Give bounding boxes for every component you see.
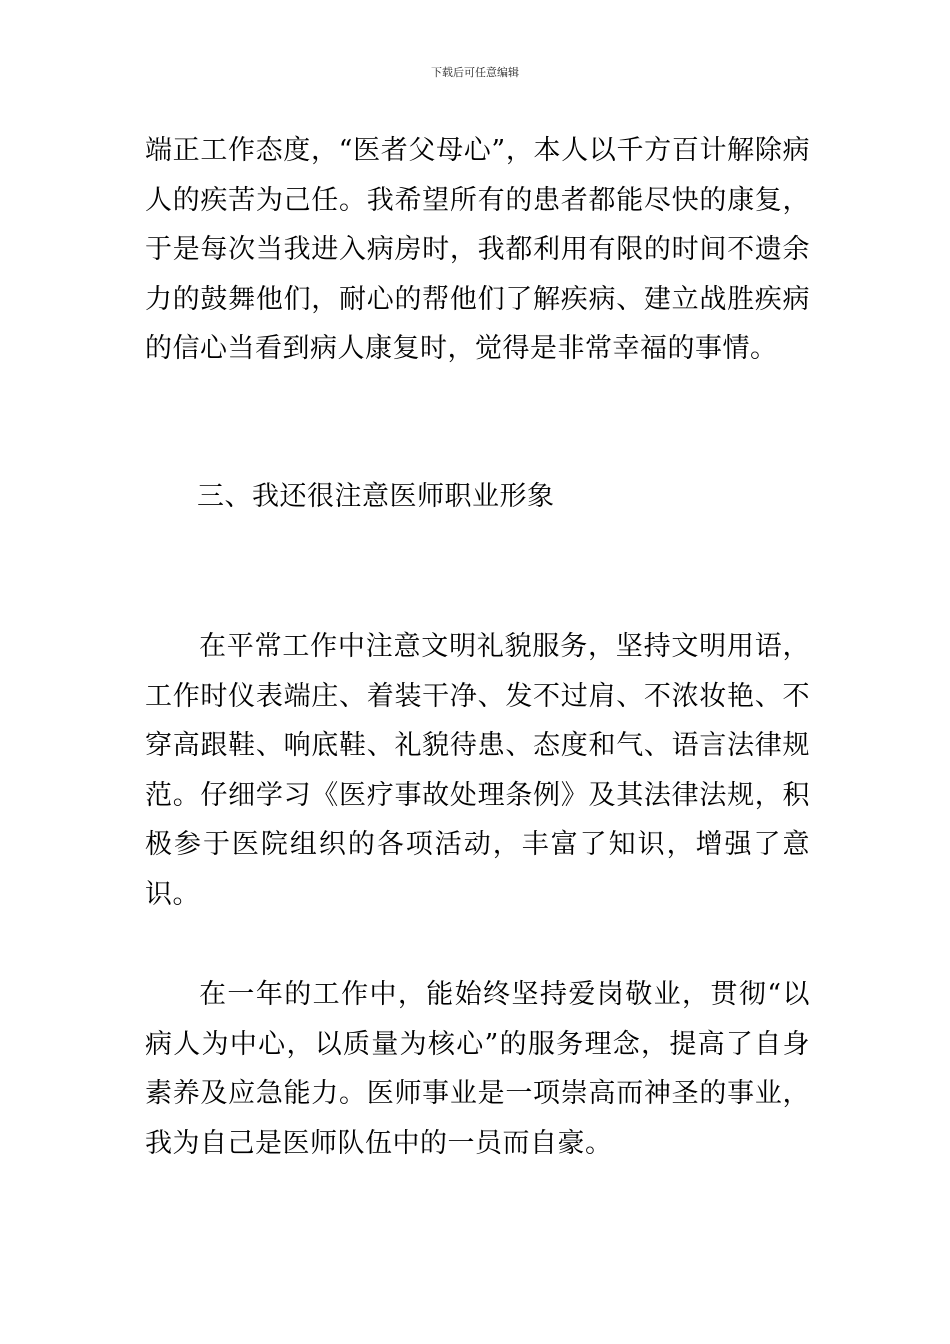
section-heading: 三、我还很注意医师职业形象	[197, 481, 555, 512]
paragraph-professional-image: 在平常工作中注意文明礼貌服务，坚持文明用语，工作时仪表端庄、着装干净、发不过肩、不浓妆艳、不穿高跟鞋、响底鞋、礼貌待患、态度和气、语言法律规范。仔细学习《医疗事故处理条例》及其法律法规，积极参于医院组织的各项活动，丰富了知识，增强了意识。	[145, 631, 810, 910]
header-note: 下载后可任意编辑	[431, 66, 519, 79]
paragraph-continuation: 端正工作态度，“医者父母心”，本人以千方百计解除病人的疾苦为己任。我希望所有的患者都能尽快的康复，于是每次当我进入病房时，我都利用有限的时间不遗余力的鼓舞他们，耐心的帮他们了解疾病、建立战胜疾病的信心当看到病人康复时，觉得是非常幸福的事情。	[145, 135, 810, 364]
paragraph-conclusion: 在一年的工作中，能始终坚持爱岗敬业，贯彻“以病人为中心，以质量为核心”的服务理念，提高了自身素养及应急能力。医师事业是一项崇高而神圣的事业，我为自己是医师队伍中的一员而自豪。	[145, 979, 810, 1159]
